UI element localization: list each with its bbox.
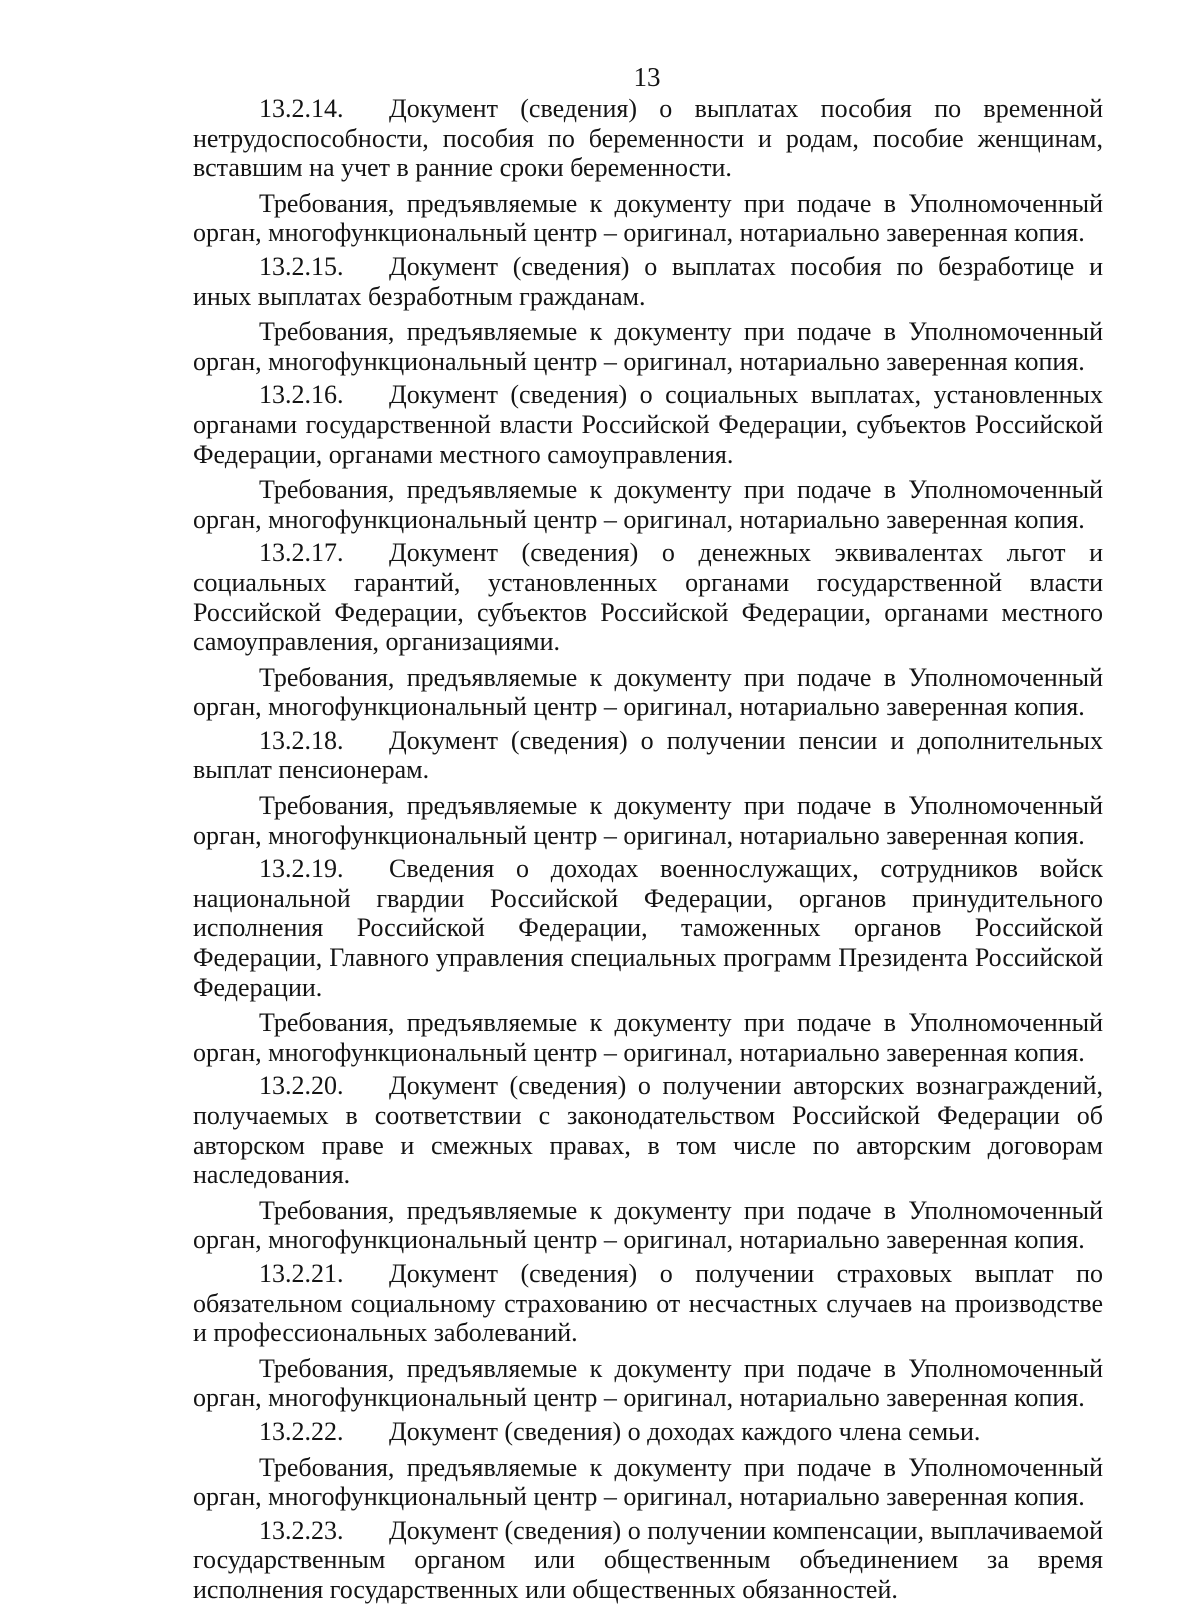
item-number: 13.2.16. — [259, 380, 344, 410]
document-item — [193, 1071, 1103, 1189]
document-item — [193, 94, 1103, 183]
item-number: 13.2.21. — [259, 1258, 344, 1288]
document-item — [193, 854, 1103, 1002]
item-number: 13.2.23. — [259, 1515, 344, 1545]
document-item — [193, 538, 1103, 656]
document-item — [193, 252, 1103, 311]
item-text: Документ (сведения) о социальных выплатах, установленных органами государственной власти Российской Федерации, субъектов Российской Федерации, органами местного самоуправления. — [193, 380, 1103, 469]
document-item — [193, 1417, 1103, 1447]
item-number: 13.2.15. — [259, 251, 344, 281]
document-item — [193, 1259, 1103, 1348]
document-item — [193, 1516, 1103, 1605]
document-requirement: Требования, предъявляемые к документу при подаче в Уполномоченный орган, многофункциональный центр – оригинал, нотариально заверенная копия. — [193, 317, 1103, 376]
item-text: Документ (сведения) о получении страховых выплат по обязательном социальному страхованию от несчастных случаев на производстве и профессиональных заболеваний. — [193, 1258, 1103, 1348]
item-text: Документ (сведения) о денежных эквивалентах льгот и социальных гарантий, установленных органами государственной власти Российской Федерации, субъектов Российской Федерации, органами местного самоуправления, организациями. — [193, 538, 1103, 657]
document-requirement: Требования, предъявляемые к документу при подаче в Уполномоченный орган, многофункциональный центр – оригинал, нотариально заверенная копия. — [193, 475, 1103, 534]
item-number: 13.2.18. — [259, 725, 344, 755]
page-number: 13 — [633, 62, 661, 92]
item-text: Сведения о доходах военнослужащих, сотрудников войск национальной гвардии Российской Федерации, органов принудительного исполнения Российской Федерации, таможенных органов Российской Федерации, Главного управления специальных программ Президента Российской Федерации. — [193, 854, 1103, 1002]
item-text: Документ (сведения) о получении пенсии и дополнительных выплат пенсионерам. — [193, 725, 1103, 785]
document-requirement: Требования, предъявляемые к документу при подаче в Уполномоченный орган, многофункциональный центр – оригинал, нотариально заверенная копия. — [193, 662, 1103, 722]
item-text: Документ (сведения) о доходах каждого члена семьи. — [389, 1416, 981, 1446]
document-requirement: Требования, предъявляемые к документу при подаче в Уполномоченный орган, многофункциональный центр – оригинал, нотариально заверенная копия. — [193, 791, 1103, 850]
document-body — [193, 94, 1103, 1605]
item-number: 13.2.19. — [259, 854, 344, 884]
document-requirement: Требования, предъявляемые к документу при подаче в Уполномоченный орган, многофункциональный центр – оригинал, нотариально заверенная копия. — [193, 1452, 1103, 1512]
item-number: 13.2.22. — [259, 1416, 344, 1446]
document-item — [193, 726, 1103, 785]
item-text: Документ (сведения) о выплатах пособия по временной нетрудоспособности, пособия по беременности и родам, пособие женщинам, вставшим на учет в ранние сроки беременности. — [193, 94, 1103, 183]
item-text: Документ (сведения) о получении авторских вознаграждений, получаемых в соответствии с законодательством Российской Федерации об авторском праве и смежных правах, в том числе по авторским договорам наследования. — [193, 1071, 1103, 1190]
document-requirement: Требования, предъявляемые к документу при подаче в Уполномоченный орган, многофункциональный центр – оригинал, нотариально заверенная копия. — [193, 1008, 1103, 1067]
item-text: Документ (сведения) о выплатах пособия по безработице и иных выплатах безработным гражданам. — [193, 251, 1103, 311]
item-text: Документ (сведения) о получении компенсации, выплачиваемой государственным органом или общественным объединением за время исполнения государственных или общественных обязанностей. — [193, 1515, 1103, 1604]
item-number: 13.2.20. — [259, 1071, 344, 1101]
document-requirement: Требования, предъявляемые к документу при подаче в Уполномоченный орган, многофункциональный центр – оригинал, нотариально заверенная копия. — [193, 1353, 1103, 1413]
document-item — [193, 380, 1103, 469]
item-number: 13.2.14. — [259, 94, 344, 123]
document-requirement: Требования, предъявляемые к документу при подаче в Уполномоченный орган, многофункциональный центр – оригинал, нотариально заверенная копия. — [193, 188, 1103, 248]
item-number: 13.2.17. — [259, 538, 344, 568]
document-requirement: Требования, предъявляемые к документу при подаче в Уполномоченный орган, многофункциональный центр – оригинал, нотариально заверенная копия. — [193, 1195, 1103, 1255]
